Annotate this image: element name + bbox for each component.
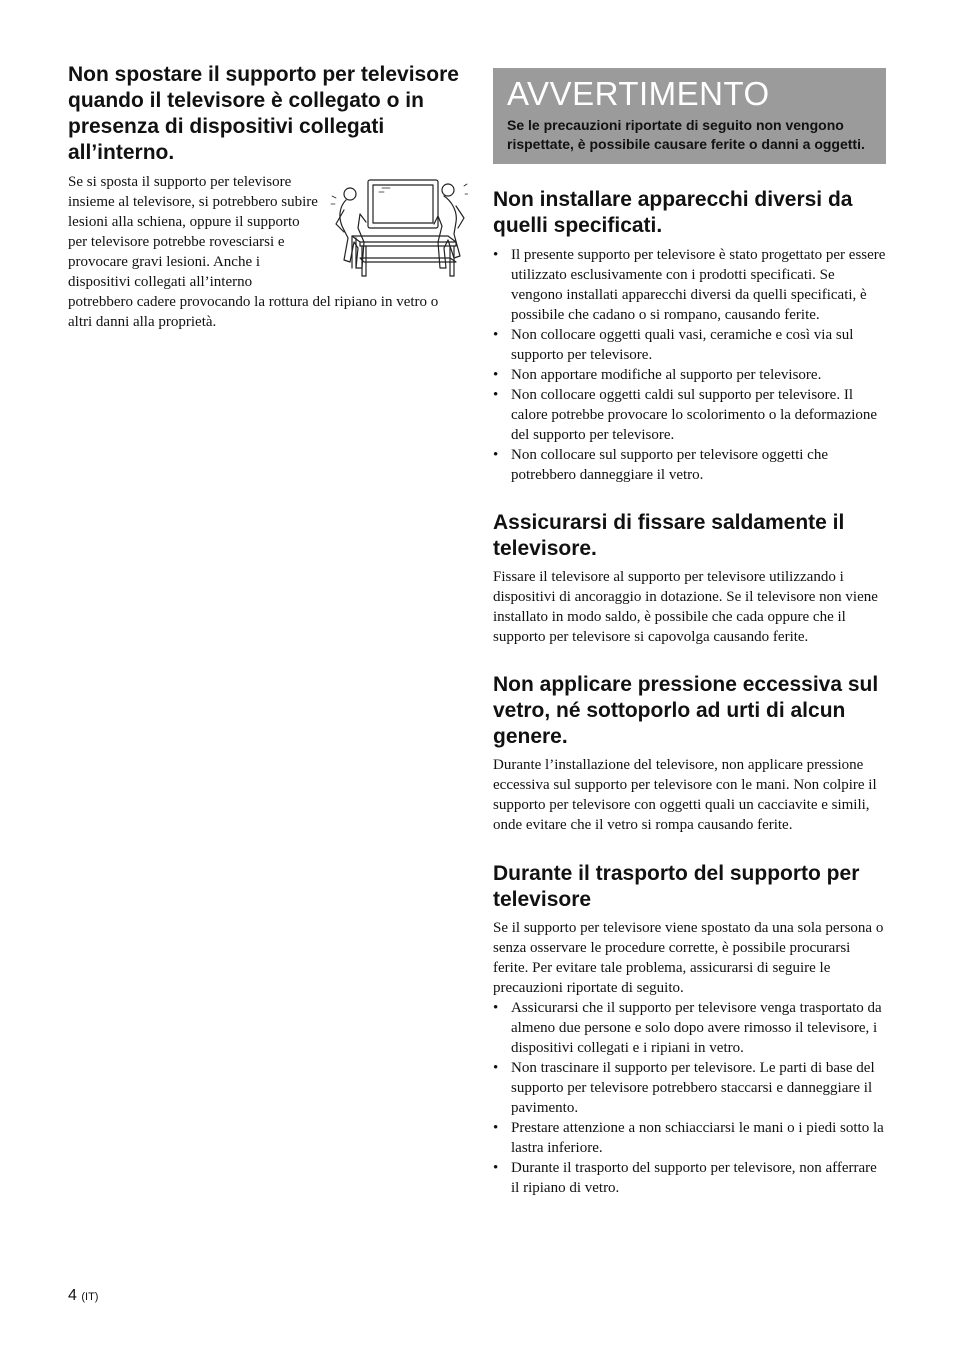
warning-box — [493, 68, 886, 164]
list-item: • Non collocare oggetti caldi sul supporto per televisore. Il calore potrebbe provocare lo scolorimento o la deformazione del supporto per televisore. — [493, 385, 886, 445]
list-item: • Prestare attenzione a non schiacciarsi le mani o i piedi sotto la lastra inferiore. — [493, 1118, 886, 1158]
section-trasporto — [493, 861, 886, 1198]
left-column — [68, 62, 460, 332]
bullet-list — [493, 245, 886, 485]
list-item: • Non collocare oggetti quali vasi, ceramiche e così via sul supporto per televisore. — [493, 325, 886, 365]
section-heading: Non installare apparecchi diversi da quelli specificati. — [493, 188, 853, 237]
warning-title: AVVERTIMENTO — [507, 75, 770, 112]
section-fissare — [493, 510, 886, 647]
section-heading: Non applicare pressione eccessiva sul vetro, né sottoporlo ad urti di alcun genere. — [493, 673, 879, 748]
list-item: • Durante il trasporto del supporto per televisore, non afferrare il ripiano di vetro. — [493, 1158, 886, 1198]
list-item: • Assicurarsi che il supporto per televisore venga trasportato da almeno due persone e solo dopo avere rimosso il televisore, i dispositivi collegati e i ripiani in vetro. — [493, 998, 886, 1058]
right-column — [493, 68, 886, 1198]
list-item: • Non trascinare il supporto per televisore. Le parti di base del supporto per televisore potrebbero staccarsi e danneggiare il pavimento. — [493, 1058, 886, 1118]
left-heading: Non spostare il supporto per televisore quando il televisore è collegato o in presenza di dispositivi collegati all’interno. — [68, 63, 459, 164]
page-number: 4 — [68, 1287, 77, 1304]
left-body-text: Se si sposta il supporto per televisore insieme al televisore, si potrebbero subire lesioni alla schiena, oppure il supporto per televisore potrebbe rovesciarsi e provocare gravi lesioni. Anche i dispositivi collegati all’interno potrebbero cadere provocando la rottura del ripiano in vetro o altri danni alla proprietà. — [68, 174, 439, 330]
left-body-block — [68, 172, 460, 332]
bullet-list — [493, 998, 886, 1198]
list-item: • Non apportare modifiche al supporto per televisore. — [493, 365, 886, 385]
section-body: Durante l’installazione del televisore, non applicare pressione eccessiva sul supporto per televisore con le mani. Non colpire il supporto per televisore con oggetti quali un cacciavite e simili, onde evitare che il vetro si rompa causando ferite. — [493, 757, 877, 833]
section-body: Se il supporto per televisore viene spostato da una sola persona o senza osservare le procedure corrette, è possibile procurarsi ferite. Per evitare tale problema, assicurarsi di seguire le precauzioni riportate di seguito. — [493, 920, 884, 996]
page-footer — [68, 1287, 98, 1305]
list-item: • Il presente supporto per televisore è stato progettato per essere utilizzato esclusivamente con i prodotti specificati. Se vengono installati apparecchi diversi da quelli specificati, è possibile che cadano o si rompano, causando ferite. — [493, 245, 886, 325]
section-apparecchi — [493, 187, 886, 485]
warning-text: Se le precauzioni riportate di seguito non vengono rispettate, è possibile causare ferite o danni a oggetti. — [507, 117, 865, 152]
tv-stand-carrying-illustration — [330, 176, 468, 282]
section-pressione — [493, 672, 886, 835]
section-body: Fissare il televisore al supporto per televisore utilizzando i dispositivi di ancoraggio in dotazione. Se il televisore non viene installato in modo saldo, è possibile che cada oppure che il supporto per televisore si capovolga causando ferite. — [493, 569, 878, 645]
section-heading: Durante il trasporto del supporto per televisore — [493, 862, 860, 911]
list-item: • Non collocare sul supporto per televisore oggetti che potrebbero danneggiare il vetro. — [493, 445, 886, 485]
section-heading: Assicurarsi di fissare saldamente il televisore. — [493, 511, 845, 560]
page-language: (IT) — [81, 1291, 99, 1303]
